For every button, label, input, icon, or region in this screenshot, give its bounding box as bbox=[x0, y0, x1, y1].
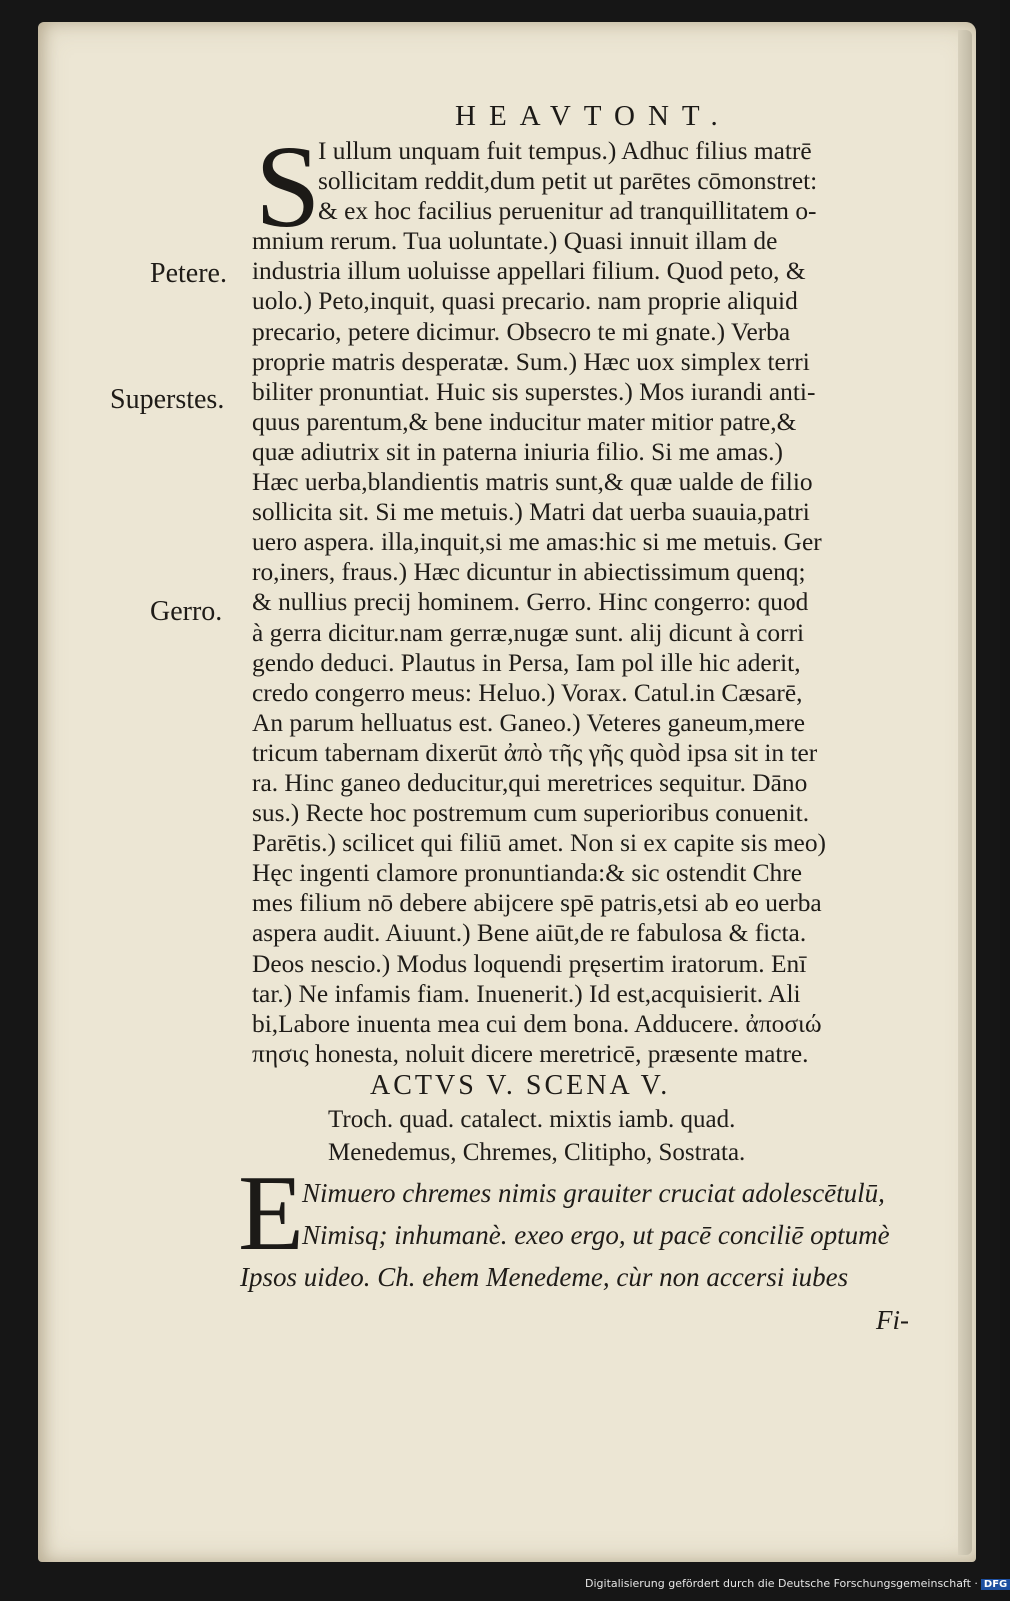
digitization-footer bbox=[585, 1577, 1008, 1590]
meter-line: Troch. quad. catalect. mixtis iamb. quad. bbox=[328, 1106, 736, 1133]
verse-line: Nimuero chremes nimis grauiter cruciat adolescētulū, bbox=[302, 1178, 885, 1208]
text-line: gendo deduci. Plautus in Persa, Iam pol ille hic aderit, bbox=[252, 648, 801, 677]
act-scene-heading: ACTVS V. SCENA V. bbox=[370, 1070, 671, 1101]
text-line: à gerra dicitur.nam gerræ,nugæ sunt. alij dicunt à corri bbox=[252, 618, 805, 647]
text-line: sollicitam reddit,dum petit ut parētes cōmonstret: bbox=[318, 167, 818, 196]
drop-cap-e: E bbox=[238, 1154, 304, 1273]
marginal-note-superstes: Superstes. bbox=[110, 384, 225, 415]
characters-line: Menedemus, Chremes, Clitipho, Sostrata. bbox=[328, 1139, 746, 1166]
text-line: & nullius precij hominem. Gerro. Hinc congerro: quod bbox=[252, 588, 809, 617]
text-line: πησις honesta, noluit dicere meretricē, præsente matre. bbox=[252, 1039, 809, 1068]
verse-line: Ipsos uideo. Ch. ehem Menedeme, cùr non accersi iubes bbox=[240, 1262, 849, 1292]
text-line: ra. Hinc ganeo deducitur,qui meretrices sequitur. Dāno bbox=[252, 768, 808, 797]
text-line: I ullum unquam fuit tempus.) Adhuc filius matrē bbox=[318, 137, 812, 165]
text-line: tar.) Ne infamis fiam. Inuenerit.) Id est,acquisierit. Ali bbox=[252, 979, 801, 1008]
footer-text: Digitalisierung gefördert durch die Deutsche Forschungsgemeinschaft · bbox=[585, 1577, 978, 1590]
text-line: sus.) Recte hoc postremum cum superioribus conuenit. bbox=[252, 799, 810, 828]
text-line: Hęc ingenti clamore pronuntianda:& sic ostendit Chre bbox=[252, 859, 802, 888]
text-line: uolo.) Peto,inquit, quasi precario. nam proprie aliquid bbox=[252, 287, 798, 316]
text-line: Parētis.) scilicet qui filiū amet. Non si ex capite sis meo) bbox=[252, 829, 826, 858]
text-line: An parum helluatus est. Ganeo.) Veteres ganeum,mere bbox=[252, 708, 806, 737]
text-line: quus parentum,& bene inducitur mater mitior patre,& bbox=[252, 407, 797, 436]
text-line: ro,iners, fraus.) Hæc dicuntur in abiectissimum quenq; bbox=[252, 558, 806, 587]
text-line: & ex hoc facilius peruenitur ad tranquillitatem o- bbox=[318, 197, 817, 226]
text-line: uero aspera. illa,inquit,si me amas:hic si me metuis. Ger bbox=[252, 528, 822, 557]
marginal-note-gerro: Gerro. bbox=[150, 596, 223, 627]
text-line: proprie matris desperatæ. Sum.) Hæc uox simplex terri bbox=[252, 347, 810, 376]
text-line: Hæc uerba,blandientis matris sunt,& quæ ualde de filio bbox=[252, 468, 813, 497]
text-line: sollicita sit. Si me metuis.) Matri dat uerba suauia,patri bbox=[252, 498, 810, 527]
text-line: mes filium nō debere abijcere spē patris,etsi ab eo uerba bbox=[252, 889, 822, 918]
text-line: tricum tabernam dixerūt ἀπὸ τῆς γῆς quòd ipsa sit in ter bbox=[252, 738, 818, 767]
running-head: HEAVTONT. bbox=[455, 100, 731, 132]
marginal-note-petere: Petere. bbox=[150, 258, 227, 289]
text-line: precario, petere dicimur. Obsecro te mi gnate.) Verba bbox=[252, 317, 791, 346]
text-line: credo congerro meus: Heluo.) Vorax. Catul.in Cæsarē, bbox=[252, 678, 803, 707]
scene-meta bbox=[328, 1103, 745, 1169]
text-line: biliter pronuntiat. Huic sis superstes.) Mos iurandi anti- bbox=[252, 377, 816, 406]
page-edge bbox=[958, 30, 972, 1555]
commentary-text bbox=[252, 136, 952, 1069]
text-line: quæ adiutrix sit in paterna iniuria filio. Si me amas.) bbox=[252, 437, 783, 466]
drop-cap-s: S bbox=[255, 121, 321, 252]
catchword: Fi- bbox=[876, 1305, 909, 1335]
text-line: Deos nescio.) Modus loquendi pręsertim iratorum. Enī bbox=[252, 949, 807, 978]
text-line: industria illum uoluisse appellari filium. Quod peto, & bbox=[252, 257, 806, 286]
text-line: aspera audit. Aiuunt.) Bene aiūt,de re fabulosa & ficta. bbox=[252, 919, 807, 948]
text-line: mnium rerum. Tua uoluntate.) Quasi innuit illam de bbox=[252, 227, 778, 256]
verse-text bbox=[240, 1172, 942, 1298]
text-line: bi,Labore inuenta mea cui dem bona. Adducere. ἀποσιώ bbox=[252, 1009, 822, 1038]
verse-line: Nimisq; inhumanè. exeo ergo, ut pacē conciliē optumè bbox=[302, 1220, 890, 1250]
dfg-logo: DFG bbox=[981, 1579, 1010, 1590]
